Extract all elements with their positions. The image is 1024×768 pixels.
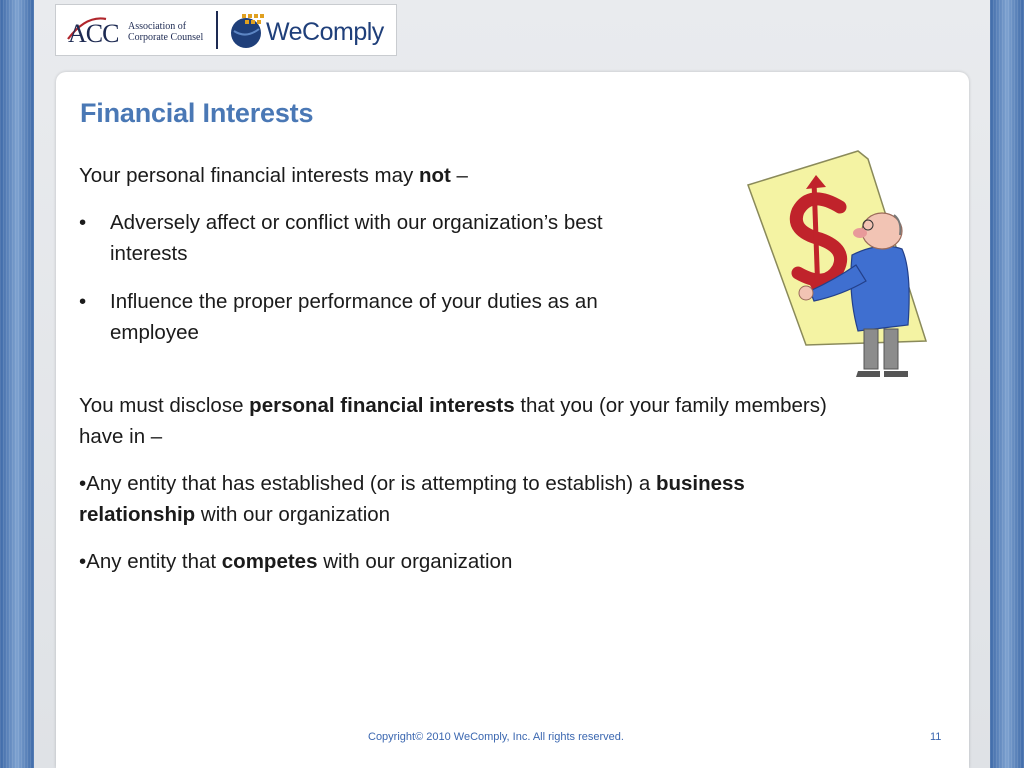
acc-logo bbox=[66, 11, 216, 51]
wecomply-logo bbox=[228, 11, 393, 51]
disclose-paragraph: You must disclose personal financial interests that you (or your family members) have in – bbox=[79, 394, 827, 448]
acc-name-line1: Association of bbox=[128, 21, 187, 32]
logo-divider bbox=[216, 11, 218, 49]
bullet-item bbox=[79, 286, 699, 348]
acc-name-line2: Corporate Counsel bbox=[128, 32, 204, 43]
left-decorative-band bbox=[0, 0, 34, 768]
page-number: 11 bbox=[930, 731, 942, 743]
entity-item-competes: •Any entity that competes with our organization bbox=[79, 550, 513, 573]
logo-banner bbox=[55, 4, 397, 56]
right-decorative-band bbox=[990, 0, 1024, 768]
slide-title: Financial Interests bbox=[80, 98, 314, 128]
globe-icon bbox=[228, 11, 268, 51]
illustration-man-dollar-poster bbox=[740, 145, 930, 381]
copyright-text: Copyright© 2010 WeComply, Inc. All rights reserved. bbox=[368, 731, 624, 743]
bullet-text-line1: Influence the proper performance of your duties as an bbox=[110, 290, 598, 313]
entity-item-business: •Any entity that has established (or is attempting to establish) a business relationship with our organization bbox=[79, 472, 745, 526]
bullet-symbol: • bbox=[79, 211, 87, 234]
bullet-item bbox=[79, 207, 699, 269]
bullet-text-line2: interests bbox=[110, 242, 188, 265]
acc-mark: ACC bbox=[68, 19, 119, 48]
bullet-text-line2: employee bbox=[110, 321, 199, 344]
bullet-symbol: • bbox=[79, 290, 87, 313]
wecomply-name: WeComply bbox=[266, 18, 384, 46]
intro-text: Your personal financial interests may not – bbox=[79, 164, 468, 187]
bullet-text-line1: Adversely affect or conflict with our organization’s best bbox=[110, 211, 603, 234]
